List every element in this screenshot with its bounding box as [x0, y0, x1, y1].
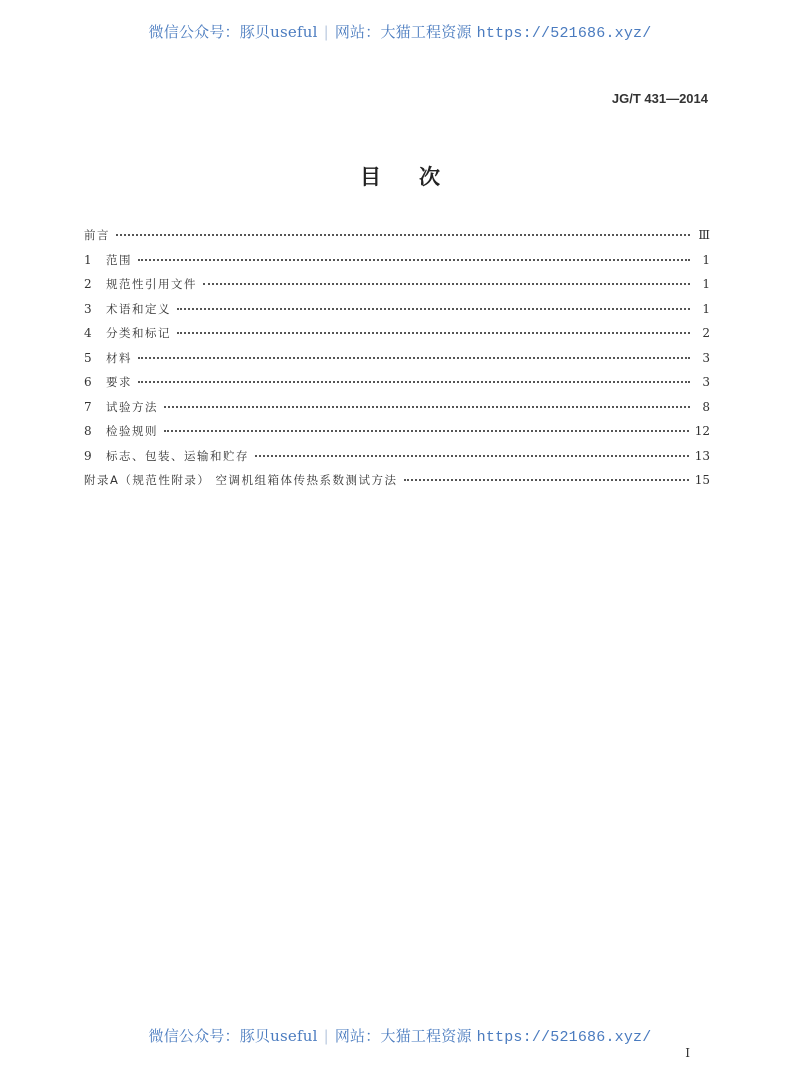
toc-leader-dots — [164, 405, 690, 408]
toc-entry-1[interactable] — [84, 252, 710, 277]
toc-entry-3[interactable] — [84, 301, 710, 326]
toc-entry-label: 试验方法 — [106, 399, 158, 414]
toc-entry-page: 2 — [702, 326, 710, 340]
toc-entry-label: 标志、包装、运输和贮存 — [106, 448, 249, 463]
toc-leader-dots — [177, 307, 690, 310]
toc-entry-number: 6 — [84, 375, 92, 389]
toc-leader-dots — [255, 454, 689, 457]
toc-leader-dots — [177, 331, 690, 334]
toc-entry-page: 8 — [702, 399, 710, 414]
toc-entry-number: 5 — [84, 350, 92, 365]
watermark-wechat: 微信公众号：豚贝useful — [148, 1027, 318, 1045]
toc-entry-number: 9 — [84, 448, 92, 463]
watermark-bottom — [0, 1025, 800, 1046]
toc-leader-dots — [138, 380, 690, 383]
toc-entry-number: 3 — [84, 301, 92, 316]
toc-entry-page: 12 — [694, 424, 710, 438]
watermark-separator: | — [323, 23, 329, 41]
toc-entry-appendix-a[interactable] — [84, 472, 710, 497]
toc-entry-label: 分类和标记 — [106, 326, 171, 340]
watermark-url[interactable]: https://521686.xyz/ — [476, 1029, 652, 1046]
toc-title: 目次 — [360, 165, 478, 189]
toc-entry-label: 检验规则 — [106, 424, 158, 438]
toc-leader-dots — [164, 429, 689, 432]
toc-entry-label: 附录A（规范性附录） 空调机组箱体传热系数测试方法 — [84, 473, 398, 487]
toc-entry-5[interactable] — [84, 350, 710, 375]
toc-entry-label: 材料 — [106, 350, 132, 365]
watermark-site-label: 网站：大猫工程资源 — [334, 1027, 472, 1045]
toc-entry-4[interactable] — [84, 325, 710, 350]
watermark-site-label: 网站：大猫工程资源 — [334, 23, 472, 41]
toc-entry-number: 1 — [84, 252, 92, 267]
toc-entry-foreword[interactable] — [84, 227, 710, 252]
watermark-top — [0, 21, 800, 42]
standard-code: JG/T 431—2014 — [611, 91, 708, 106]
toc-entry-page: 15 — [694, 473, 710, 487]
toc-entry-page: 13 — [694, 448, 710, 463]
toc-entry-page: Ⅲ — [698, 228, 710, 242]
toc-entry-6[interactable] — [84, 374, 710, 399]
toc-leader-dots — [116, 233, 690, 236]
watermark-url[interactable]: https://521686.xyz/ — [476, 25, 652, 42]
watermark-wechat: 微信公众号：豚贝useful — [148, 23, 318, 41]
toc-entry-page: 3 — [702, 350, 710, 365]
toc-entry-number: 2 — [84, 277, 92, 291]
watermark-separator: | — [323, 1027, 329, 1045]
toc-entry-page: 1 — [702, 277, 710, 291]
toc-entry-number: 4 — [84, 326, 92, 340]
toc-leader-dots — [404, 478, 689, 481]
toc-leader-dots — [138, 356, 690, 359]
toc-entry-label: 范围 — [106, 252, 132, 267]
toc-entry-2[interactable] — [84, 276, 710, 301]
toc-leader-dots — [138, 258, 690, 261]
toc-entry-9[interactable] — [84, 448, 710, 473]
toc-entry-label: 术语和定义 — [106, 301, 171, 316]
page-number: I — [685, 1046, 690, 1060]
toc-entry-page: 1 — [702, 252, 710, 267]
toc-entry-7[interactable] — [84, 399, 710, 424]
toc-entry-label: 前言 — [84, 228, 110, 242]
toc-entry-page: 3 — [702, 375, 710, 389]
toc-entry-8[interactable] — [84, 423, 710, 448]
toc-entry-page: 1 — [702, 301, 710, 316]
toc-entry-number: 7 — [84, 399, 92, 414]
toc-leader-dots — [203, 282, 690, 285]
toc-entry-number: 8 — [84, 424, 92, 438]
toc-entry-label: 规范性引用文件 — [106, 277, 197, 291]
table-of-contents — [84, 227, 710, 497]
toc-entry-label: 要求 — [106, 375, 132, 389]
